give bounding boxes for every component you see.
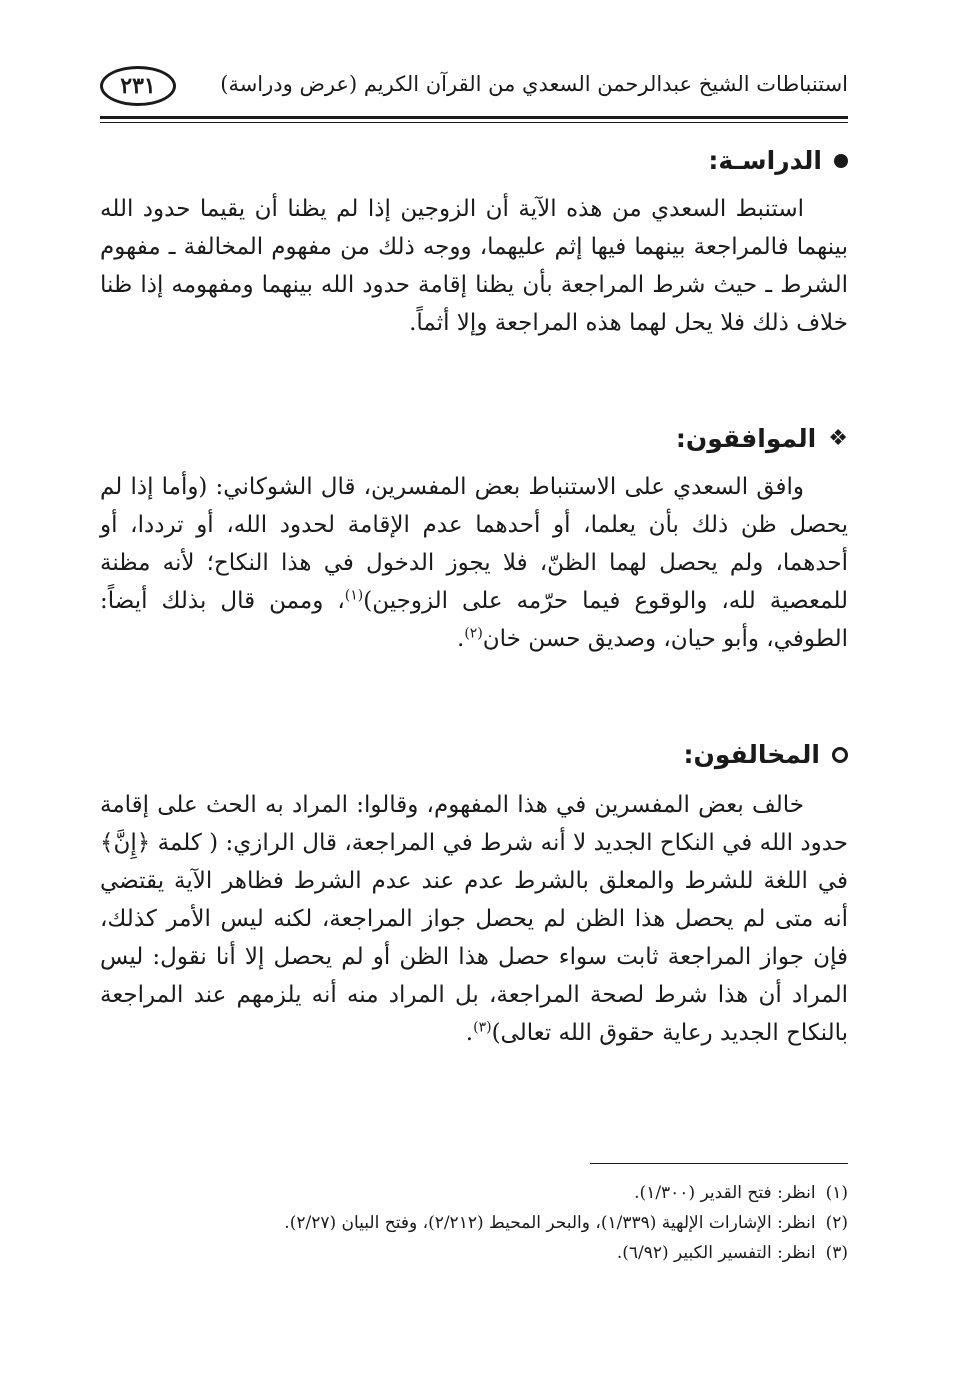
header-rule-thick (100, 116, 848, 119)
agreeing-heading (676, 424, 848, 453)
footnote-number: (٢) (825, 1213, 848, 1233)
hollow-circle-bullet-icon (832, 747, 848, 763)
four-diamond-bullet-icon: ❖ (828, 425, 848, 451)
header-rule-thin (100, 122, 848, 123)
agreeing-text-a: وافق السعدي على الاستنباط بعض المفسرين، قال الشوكاني: (وأما إذا لم يحصل ظن ذلك بأن يعلما، أو أحدهما عدم الإقامة لحدود الله، أو ترددا، أو أحدهما، ولم يحصل لهما الظنّ، فلا يجوز الدخول في هذا النكاح؛ لأنه مظنة للمعصية لله، والوقوع فيما حرّمه على الزوجين) (100, 474, 848, 614)
agreeing-text-c: . (457, 626, 465, 652)
footnote-number: (١) (825, 1183, 848, 1203)
footnotes (100, 1178, 848, 1268)
agreeing-heading-text: الموافقون: (675, 424, 817, 453)
footnote-ref-2[interactable]: (٢) (464, 625, 483, 642)
agreeing-text-b: ، وممن قال بذلك أيضاً: الطوفي، وأبو حيان، وصديق حسن خان (100, 588, 848, 652)
footnote-text: انظر: التفسير الكبير (٦/٩٢). (616, 1243, 816, 1263)
running-head: استنباطات الشيخ عبدالرحمن السعدي من القرآن الكريم (عرض ودراسة) (220, 72, 848, 96)
opposing-heading-text: المخالفون: (683, 740, 820, 769)
study-heading-text: الدراسـة: (708, 146, 822, 175)
footnote-3 (100, 1238, 848, 1268)
footnote-number: (٣) (825, 1243, 848, 1263)
filled-circle-bullet-icon (834, 154, 848, 168)
footnote-text: انظر: الإشارات الإلهية (١/٣٣٩)، والبحر المحيط (٢/٢١٢)، وفتح البيان (٢/٢٧). (284, 1213, 816, 1233)
study-paragraph: استنبط السعدي من هذه الآية أن الزوجين إذا لم يظنا أن يقيما حدود الله بينهما فالمراجعة بينهما فيها إثم عليهما، ووجه ذلك من مفهوم المخالفة ـ مفهوم الشرط ـ حيث شرط المراجعة بأن يظنا إقامة حدود الله بينهما ومفهومه إذا ظنا خلاف ذلك فلا يحل لهما هذه المراجعة وإلا أثماً. (100, 196, 848, 336)
opposing-text-b: . (465, 1020, 474, 1046)
opposing-paragraph (100, 786, 848, 1052)
opposing-text-a: خالف بعض المفسرين في هذا المفهوم، وقالوا: المراد به الحث على إقامة حدود الله في النكاح الجديد لا أنه شرط في المراجعة، قال الرازي: ( كلمة ﴿إِنَّ﴾ في اللغة للشرط والمعلق بالشرط عدم عند عدم الشرط فظاهر الآية يقتضي أنه متى لم يحصل هذا الظن لم يحصل جواز المراجعة، لكنه ليس الأمر كذلك، فإن جواز المراجعة ثابت سواء حصل هذا الظن أو لم يحصل إلا أنا نقول: ليس المراد أن هذا شرط لصحة المراجعة، بل المراد منه أنه يلزمهم عند المراجعة بالنكاح الجديد رعاية حقوق الله تعالى) (100, 792, 848, 1046)
footnote-text: انظر: فتح القدير (١/٣٠٠). (634, 1183, 816, 1203)
footnote-ref-3[interactable]: (٣) (473, 1019, 492, 1036)
footnote-2 (100, 1208, 848, 1238)
footnote-1 (100, 1178, 848, 1208)
agreeing-paragraph (100, 468, 848, 658)
footnote-ref-1[interactable]: (١) (344, 587, 364, 604)
footnote-separator (590, 1163, 848, 1164)
opposing-heading (683, 740, 848, 769)
page-number: ٢٣١ (100, 66, 176, 106)
study-heading (708, 146, 848, 175)
